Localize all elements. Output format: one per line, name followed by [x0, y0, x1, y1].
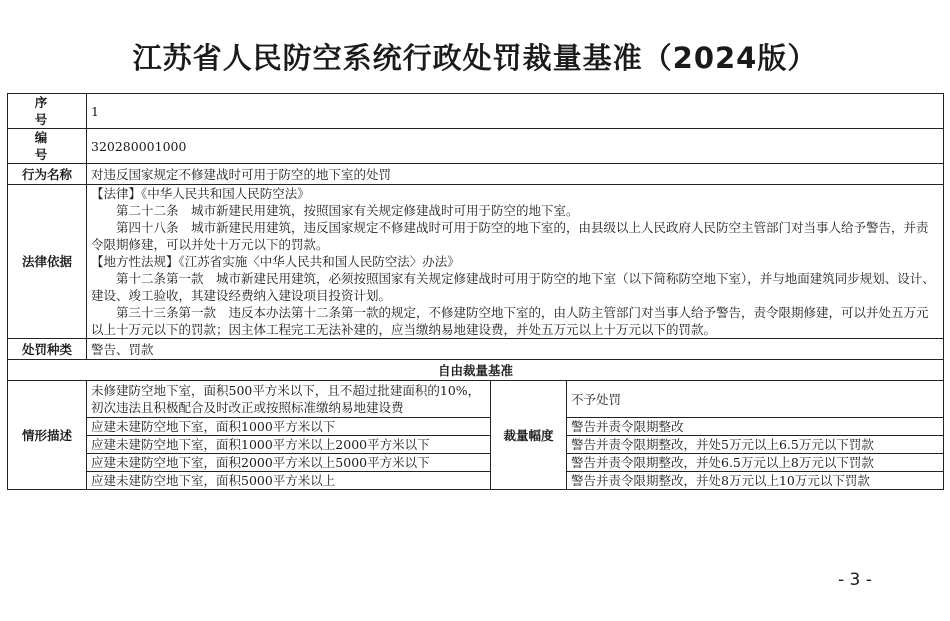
- document-title: 江苏省人民防空系统行政处罚裁量基准（2024版）: [132, 41, 818, 75]
- legal-basis: [87, 185, 944, 339]
- range-cell: 警告并责令限期整改，并处6.5万元以上8万元以下罚款: [567, 454, 944, 472]
- basis-paragraph: 第三十三条第一款 违反本办法第十二条第一款的规定，不修建防空地下室的，由人防主管部门对当事人给予警告，责令限期修建，可以并处五万元以上十万元以下的罚款；因主体工程完工无法补建的，应当缴纳易地建设费，并处五万元以上十万元以下的罚款。: [91, 305, 929, 337]
- penalty-label: 处罚种类: [8, 339, 87, 360]
- situation-cell: 应建未建防空地下室，面积1000平方米以上2000平方米以下: [87, 436, 491, 454]
- basis-label: 法律依据: [8, 185, 87, 339]
- basis-paragraph: 第十二条第一款 城市新建民用建筑，必须按照国家有关规定修建战时可用于防空的地下室（以下简称防空地下室），并与地面建筑同步规划、设计、建设、竣工验收，其建设经费纳入建设项目投资计划。: [91, 271, 935, 303]
- range-label: 裁量幅度: [491, 381, 567, 490]
- page-number: - 3 -: [838, 570, 872, 590]
- situation-cell: 未修建防空地下室，面积500平方米以下，且不超过批建面积的10%，初次违法且积极配合及时改正或按照标准缴纳易地建设费: [87, 381, 491, 418]
- basis-paragraph: 第二十二条 城市新建民用建筑，按照国家有关规定修建战时可用于防空的地下室。: [116, 203, 579, 218]
- range-cell: 警告并责令限期整改，并处5万元以上6.5万元以下罚款: [567, 436, 944, 454]
- range-cell: 不予处罚: [567, 381, 944, 418]
- basis-paragraph: 第四十八条 城市新建民用建筑，违反国家规定不修建战时可用于防空的地下室的，由县级以上人民政府人民防空主管部门对当事人给予警告，并责令限期修建，可以并处十万元以下的罚款。: [91, 220, 929, 252]
- range-cell: 警告并责令限期整改，并处8万元以上10万元以下罚款: [567, 472, 944, 490]
- basis-paragraph: 【法律】《中华人民共和国人民防空法》: [91, 186, 310, 201]
- basis-paragraph: 【地方性法规】《江苏省实施〈中华人民共和国人民防空法〉办法》: [91, 254, 460, 269]
- seq-label: 序 号: [8, 94, 87, 129]
- situation-cell: 应建未建防空地下室，面积5000平方米以上: [87, 472, 491, 490]
- act-value: 对违反国家规定不修建战时可用于防空的地下室的处罚: [87, 164, 944, 185]
- situation-cell: 应建未建防空地下室，面积1000平方米以下: [87, 418, 491, 436]
- act-label: 行为名称: [8, 164, 87, 185]
- situation-cell: 应建未建防空地下室，面积2000平方米以上5000平方米以下: [87, 454, 491, 472]
- range-cell: 警告并责令限期整改: [567, 418, 944, 436]
- penalty-value: 警告、罚款: [87, 339, 944, 360]
- code-label: 编 号: [8, 129, 87, 164]
- code-value: 320280001000: [87, 129, 944, 164]
- penalty-standard-table: [7, 93, 944, 490]
- seq-value: 1: [87, 94, 944, 129]
- situation-label: 情形描述: [8, 381, 87, 490]
- discretion-header: 自由裁量基准: [8, 360, 944, 381]
